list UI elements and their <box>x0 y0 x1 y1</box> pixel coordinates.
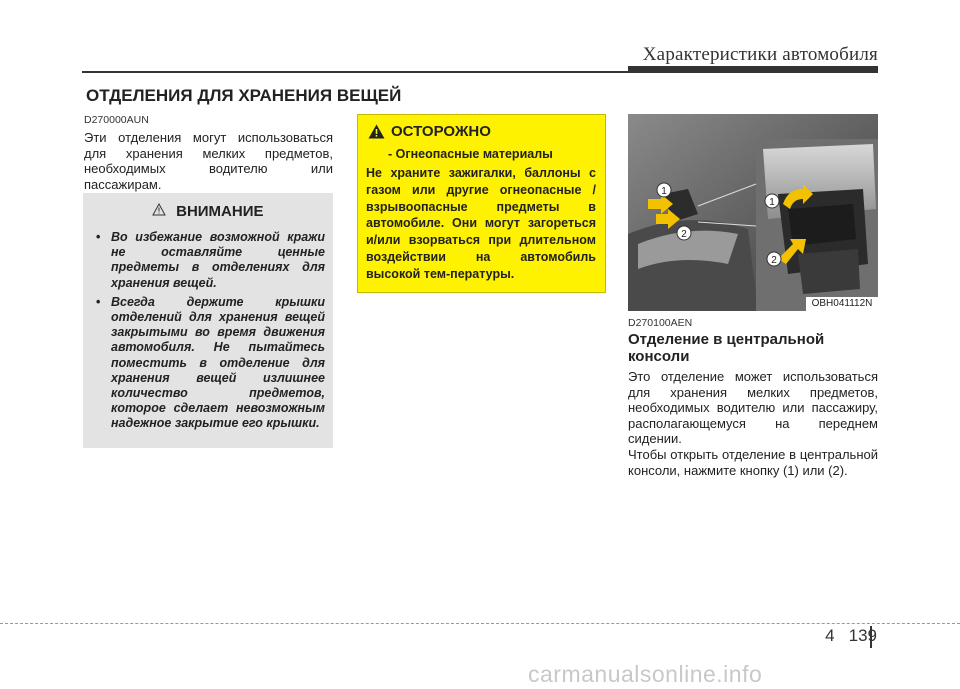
figure-code: OBH041112N <box>806 297 878 311</box>
caution-body: Не храните зажигалки, баллоны с газом или другие огнеопасные / взрывоопасные предметы в автомобиле. Они могут загореться и/или взорваться при длительном воздействии на автомобиль высокой тем-пературы. <box>366 166 596 281</box>
chapter-number: 4 <box>825 626 835 645</box>
warning-icon <box>368 124 385 143</box>
console-code: D270100AEN <box>628 317 693 329</box>
notice-item-text: Всегда держите крышки отделений для хранения вещей закрытыми во время движения автомобиля. Не пытайтесь поместить в отделение для хранения вещей излишнее количество предметов, которое сделает невозможным надежное закрытие его крышки. <box>111 294 325 431</box>
caution-subtitle-line <box>388 147 553 161</box>
console-paragraph-1: Это отделение может использоваться для хранения мелких предметов, необходимых водителю или пассажиру, располагающемуся на переднем сидении. <box>628 369 878 446</box>
notice-box <box>83 193 333 448</box>
bullet-icon: • <box>96 230 101 244</box>
page-header-title: Характеристики автомобиля <box>642 44 878 65</box>
notice-heading <box>83 203 333 220</box>
caution-title: ОСТОРОЖНО <box>391 123 491 140</box>
page-number <box>825 626 877 646</box>
callout-2-left: 2 <box>681 229 687 240</box>
notice-list <box>91 230 325 436</box>
bullet-icon: • <box>96 294 101 309</box>
console-paragraph-2: Чтобы открыть отделение в центральной консоли, нажмите кнопку (1) или (2). <box>628 447 878 478</box>
callout-1-left: 1 <box>661 186 667 197</box>
warning-triangle-icon <box>152 204 170 219</box>
notice-item <box>91 230 325 291</box>
section-title: ОТДЕЛЕНИЯ ДЛЯ ХРАНЕНИЯ ВЕЩЕЙ <box>86 86 402 105</box>
notice-title: ВНИМАНИЕ <box>176 203 264 220</box>
caution-heading <box>368 123 491 143</box>
callout-1-right: 1 <box>769 197 775 208</box>
console-illustration <box>628 114 878 311</box>
watermark: carmanualsonline.info <box>528 661 763 687</box>
caution-subtitle: Огнеопасные материалы <box>395 147 553 161</box>
console-title: Отделение в центральной консоли <box>628 331 825 365</box>
header-rule-accent <box>628 66 878 72</box>
notice-item-text: Во избежание возможной кражи не оставляйте ценные предметы в отделениях для хранения вещей. <box>111 230 325 290</box>
page-number-value: 139 <box>848 626 877 645</box>
intro-paragraph: Эти отделения могут использоваться для хранения мелких предметов, необходимых водителю или пассажирам. <box>84 130 333 192</box>
caution-dash: - <box>388 147 393 161</box>
footer-divider <box>0 623 960 624</box>
section-code: D270000AUN <box>84 114 149 126</box>
console-photo <box>628 114 878 311</box>
notice-item <box>91 295 325 432</box>
callout-2-right: 2 <box>771 255 777 266</box>
caution-box <box>357 114 606 293</box>
